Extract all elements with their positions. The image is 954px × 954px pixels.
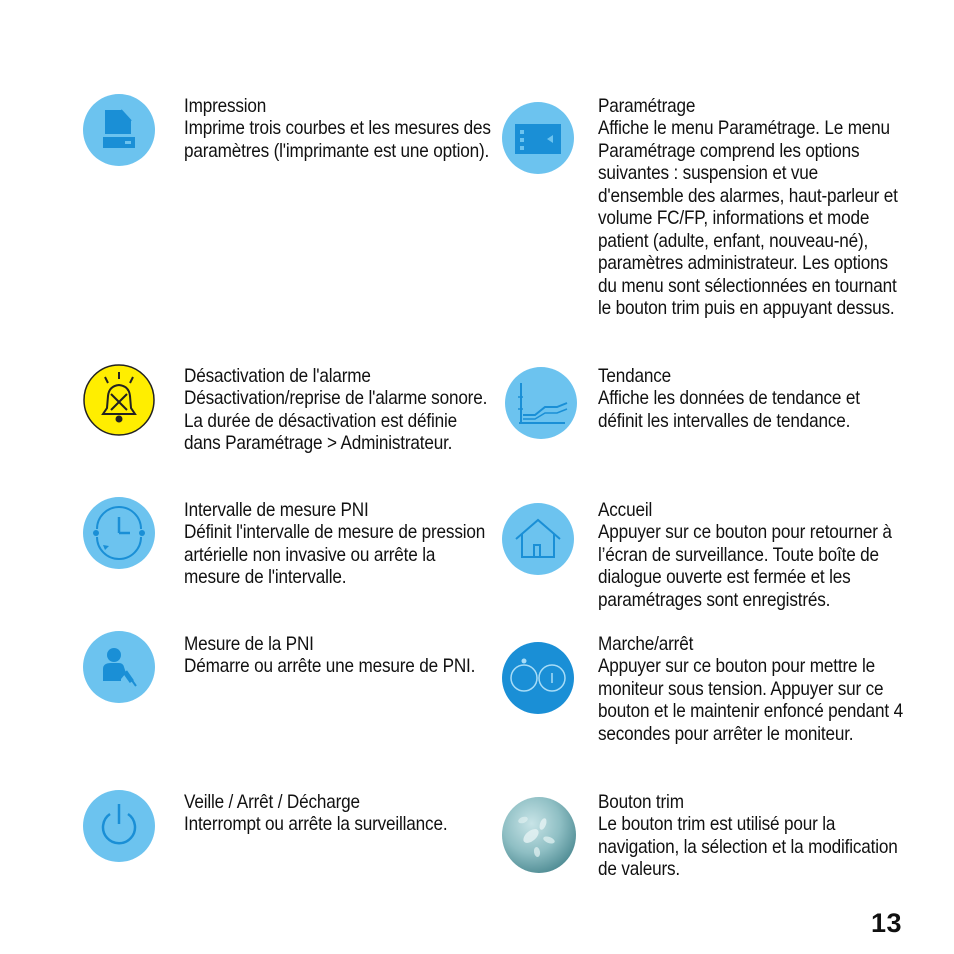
- item-title: Impression: [184, 95, 267, 117]
- item-description: Imprime trois courbes et les mesures des paramètres (l'imprimante est une option).: [184, 117, 491, 162]
- item-title: Désactivation de l'alarme: [184, 365, 371, 387]
- item-title: Veille / Arrêt / Décharge: [184, 791, 360, 813]
- interval-clock-icon: [83, 497, 155, 569]
- item-title: Bouton trim: [598, 791, 684, 813]
- trend-chart-icon: [505, 367, 577, 439]
- trim-knob-icon: [501, 796, 577, 874]
- item-description: Interrompt ou arrête la surveillance.: [184, 813, 448, 835]
- standby-power-icon: [83, 790, 155, 862]
- nibp-measure-icon: [83, 631, 155, 703]
- item-description: Désactivation/reprise de l'alarme sonore. La durée de désactivation est définie dans Paramétrage > Administrateur.: [184, 387, 488, 454]
- page-number: 13: [870, 908, 902, 938]
- item-title: Marche/arrêt: [598, 633, 694, 655]
- alarm-silence-icon: [83, 364, 155, 436]
- item-description: Le bouton trim est utilisé pour la navigation, la sélection et la modification de valeurs.: [598, 813, 898, 880]
- item-title: Intervalle de mesure PNI: [184, 499, 369, 521]
- on-off-icon: [502, 642, 574, 714]
- item-description: Définit l'intervalle de mesure de pression artérielle non invasive ou arrête la mesure de l'intervalle.: [184, 521, 486, 588]
- printer-icon: [83, 94, 155, 166]
- item-title: Accueil: [598, 499, 653, 521]
- item-description: Démarre ou arrête une mesure de PNI.: [184, 655, 476, 677]
- item-description: Affiche les données de tendance et définit les intervalles de tendance.: [598, 387, 860, 432]
- home-icon: [502, 503, 574, 575]
- item-description: Appuyer sur ce bouton pour retourner à l’écran de surveillance. Toute boîte de dialogue ouverte est fermée et les paramétrages sont enregistrés.: [598, 521, 892, 611]
- item-description: Affiche le menu Paramétrage. Le menu Paramétrage comprend les options suivantes : suspension et vue d'ensemble des alarmes, haut-parleur et volume FC/FP, informations et mode patient (adulte, enfant, nouveau-né), paramètres administrateur. Les options du menu sont sélectionnées en tournant le bouton trim puis en appuyant dessus.: [598, 117, 898, 319]
- item-title: Tendance: [598, 365, 672, 387]
- item-title: Paramétrage: [598, 95, 696, 117]
- item-title: Mesure de la PNI: [184, 633, 314, 655]
- settings-menu-icon: [502, 102, 574, 174]
- item-description: Appuyer sur ce bouton pour mettre le moniteur sous tension. Appuyer sur ce bouton et le maintenir enfoncé pendant 4 secondes pour arrêter le moniteur.: [598, 655, 903, 745]
